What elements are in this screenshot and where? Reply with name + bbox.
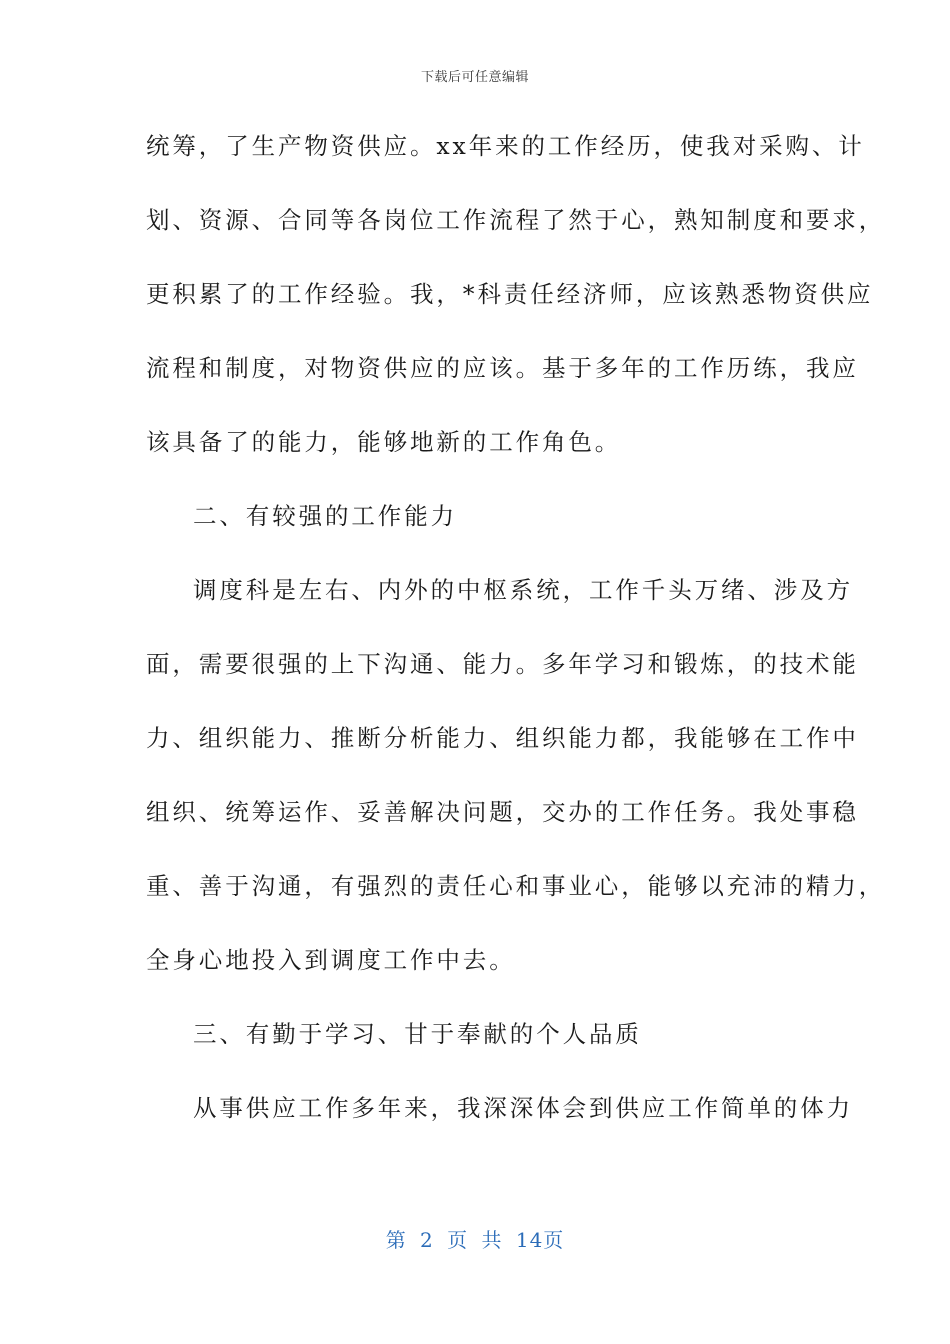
body-line: 从事供应工作多年来，我深深体会到供应工作简单的体力 bbox=[193, 1094, 853, 1122]
page-header-note: 下载后可任意编辑 bbox=[420, 70, 529, 85]
page-number-footer: 第 2 页 共 14页 bbox=[385, 1228, 565, 1252]
body-line: 力、组织能力、推断分析能力、组织能力都，我能够在工作中 bbox=[146, 724, 859, 752]
body-line: 更积累了的工作经验。我，*科责任经济师，应该熟悉物资供应 bbox=[146, 280, 874, 308]
section-heading: 二、有较强的工作能力 bbox=[193, 502, 457, 530]
body-line: 重、善于沟通，有强烈的责任心和事业心，能够以充沛的精力， bbox=[146, 872, 886, 900]
body-line: 组织、统筹运作、妥善解决问题，交办的工作任务。我处事稳 bbox=[146, 798, 859, 826]
body-line: 划、资源、合同等各岗位工作流程了然于心，熟知制度和要求， bbox=[146, 206, 886, 234]
body-line: 该具备了的能力，能够地新的工作角色。 bbox=[146, 428, 622, 456]
body-line: 面，需要很强的上下沟通、能力。多年学习和锻炼，的技术能 bbox=[146, 650, 859, 678]
document-body bbox=[146, 126, 886, 1162]
body-line: 全身心地投入到调度工作中去。 bbox=[146, 946, 516, 974]
body-line: 流程和制度，对物资供应的应该。基于多年的工作历练，我应 bbox=[146, 354, 859, 382]
body-line: 统筹，了生产物资供应。xx年来的工作经历，使我对采购、计 bbox=[146, 132, 865, 160]
body-line: 调度科是左右、内外的中枢系统，工作千头万绪、涉及方 bbox=[193, 576, 853, 604]
section-heading: 三、有勤于学习、甘于奉献的个人品质 bbox=[193, 1020, 642, 1048]
